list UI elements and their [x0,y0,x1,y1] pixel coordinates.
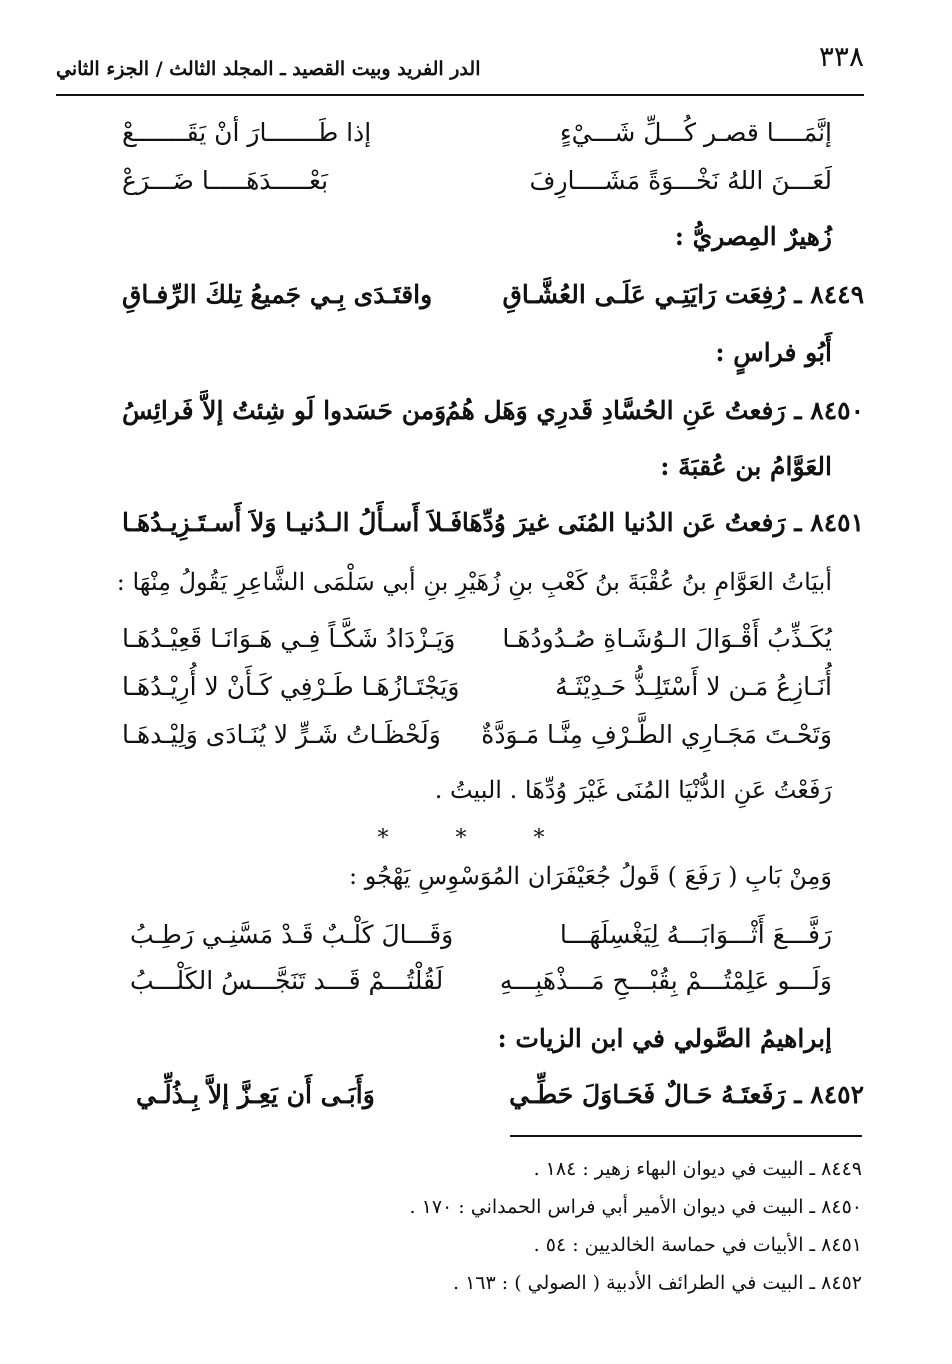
poet-heading: إبراهيمُ الصَّولي في ابن الزيات : [497,1024,832,1053]
verse-hemistich-second: إذا طَـــــــارَ أنْ يَقَـــــــعْ [122,118,372,147]
poet-heading: أَبُو فراسٍ : [715,338,832,367]
verse-8450-second: وَمن حَسَدوا لَو شِئتُ إلاَّ فَرائِسُ [122,396,447,425]
prose-line: رَفَعْتُ عَنِ الدُّنْيَا المُنَى غَيْرَ وُدِّهَا . البيتُ . [434,776,832,804]
verse-hemistich-second: وَلَحْظَـاتُ شَـرٍّ لا يُنَـادَى وَلِيْـدهَـا [122,720,441,749]
verse-8449-first: ٨٤٤٩ ـ رُفِعَت رَايَتِـي عَلَـى العُشَّـاقِ [502,280,864,309]
verse-hemistich-first: رَفَّـــعَ أَثْـــوَابَـــهُ لِيَغْسِلَهَـــا [559,920,832,949]
verse-hemistich-first: لَعَـــنَ اللهُ نَخْـــوَةً مَشَــــارِفَ [529,166,832,195]
footnote: ٨٤٥١ ـ الأبيات في حماسة الخالديين : ٥٤ . [533,1234,862,1256]
prose-paragraph: أبيَاتُ العَوَّامِ بنُ عُقْبَةَ بنُ كَعْبِ بنِ زُهَيْرِ بنِ أبي سَلْمَى الشَّاعِرِ يَقُولُ مِنْهَا : [116,568,832,596]
verse-hemistich-second: لَقُلْتُـــمْ قَـــد تَنَجَّـــسُ الكَلْـــبُ [130,966,444,995]
verse-hemistich-first: وَتَحْـتَ مَجَـارِي الطَّـرْفِ مِنَّـا مَـوَدَّةٌ [481,720,832,749]
verse-hemistich-first: يُكَـذِّبُ أَقْـوَالَ الـوُشَـاةِ صُـدُودُهَـا [502,624,832,653]
section-divider-stars: * * * [377,826,575,851]
footnote: ٨٤٤٩ ـ البيت في ديوان البهاء زهير : ١٨٤ . [533,1158,862,1180]
verse-8451-first: ٨٤٥١ ـ رَفعتُ عَن الدُنيا المُنَى غيرَ وُدِّهَا [461,508,864,537]
footnote: ٨٤٥٢ ـ البيت في الطرائف الأدبية ( الصولي ) : ١٦٣ . [453,1272,862,1294]
footnote: ٨٤٥٠ ـ البيت في ديوان الأمير أبي فراس الحمداني : ١٧٠ . [409,1196,862,1218]
verse-hemistich-second: وَقَـــالَ كَلْـبٌ قَـدْ مَسَّنِـي رَطِـبُ [130,920,454,949]
header-rule [56,94,864,96]
footnote-rule [510,1135,862,1137]
verse-8450-first: ٨٤٥٠ ـ رَفعتُ عَنِ الحُسَّادِ قَدرِي وَهَل هُمُ [444,396,864,425]
page-number: ٣٣٨ [818,40,864,73]
running-title: الدر الفريد وبيت القصيد ـ المجلد الثالث / الجزء الثاني [56,58,481,80]
prose-line: وَمِنْ بَابِ ( رَفَعَ ) قَولُ جُعَيْفَرَان المُوَسْوِسِ يَهْجُو : [349,862,832,890]
verse-8452-first: ٨٤٥٢ ـ رَفَعتَـهُ حَـالٌ فَحَـاوَلَ حَطِّـي [509,1080,864,1109]
verse-hemistich-first: وَلَـــو عَلِمْتُـــمْ بِقُبْـــحِ مَـــذْهَبِـــهِ [499,966,832,995]
verse-hemistich-second: بَعْـــــدَهَـــــا ضَـــرَعْ [122,166,329,195]
verse-hemistich-first: أُنَـازِعُ مَـن لا أَسْتَلِـذُّ حَـدِيْثَـهُ [555,672,832,701]
verse-8449-second: واقتَـدَى بِـي جَميعُ تِلكَ الرِّفـاقِ [122,280,433,309]
verse-hemistich-second: وَيَـزْدَادُ شَكَّـاً فِـي هَـوَانَـا قَعِيْـدُهَـا [122,624,456,653]
verse-hemistich-first: إنَّمَــــا قصـر كُـــلِّ شَـــيْءٍ [559,118,832,147]
poet-heading: زُهيرٌ المِصريُّ : [674,222,832,251]
verse-8452-second: وَأَبَـى أَن يَعِـزَّ إلاَّ بِـذُلِّـي [136,1080,375,1109]
verse-8451-second: فَـلاَ أَسـأَلُ الـدُنيـا وَلاَ أَسـتَـزِيـدُهَـا [122,508,463,537]
poet-heading: العَوَّامُ بن عُقبَةَ : [660,452,832,481]
verse-hemistich-second: وَيَجْتَـازُهَـا طَـرْفِي كَـأَنْ لا أُرِيْـدُهَـا [122,672,460,701]
